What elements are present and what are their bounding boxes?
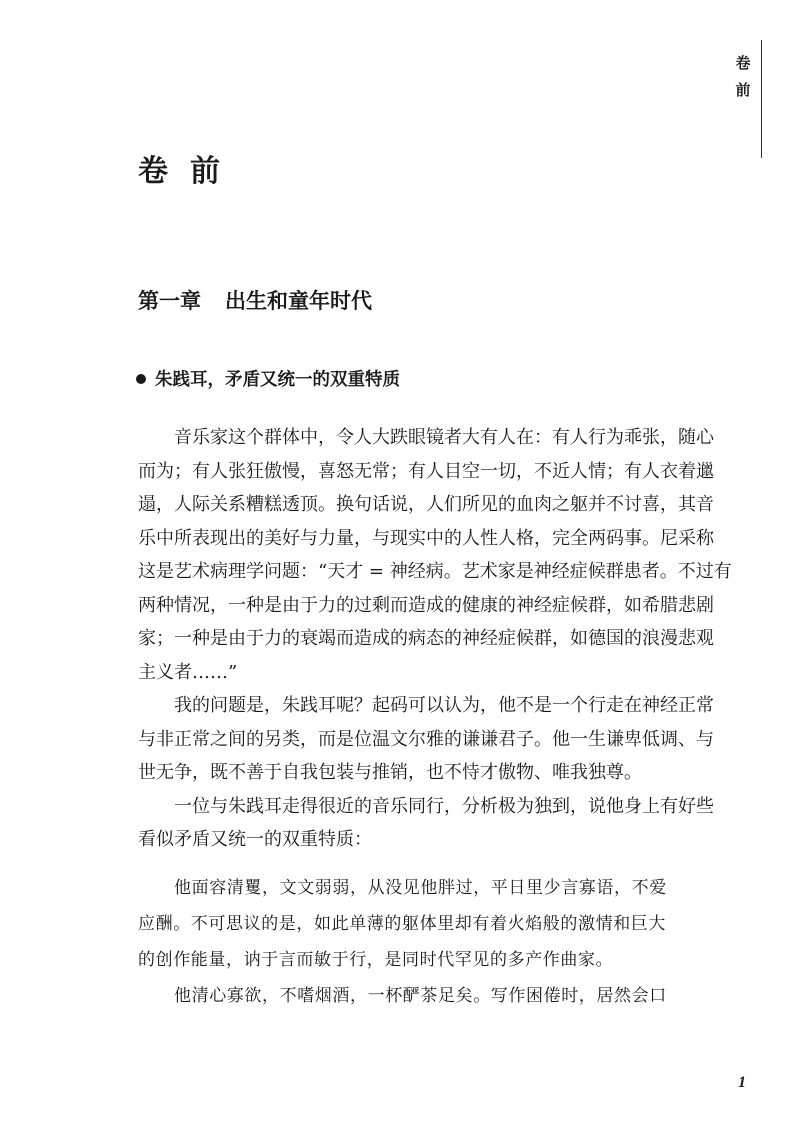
text-line: 而为；有人张狂傲慢，喜怒无常；有人目空一切，不近人情；有人衣着邋: [138, 460, 714, 482]
running-header-char-1: 卷: [735, 54, 751, 72]
text-line: 看似矛盾又统一的双重特质：: [138, 829, 372, 850]
paragraph-2: [138, 689, 718, 790]
quote-line: 他清心寡欲，不嗜烟酒，一杯酽茶足矣。写作困倦时，居然会口: [174, 986, 667, 1006]
paragraph-1: [138, 421, 732, 689]
chapter-heading: [138, 285, 372, 317]
text-line: 这是艺术病理学问题：“天才 = 神经病。艺术家是神经症候群患者。不过有: [138, 561, 732, 582]
text-line: 家；一种是由于力的衰竭而造成的病态的神经症候群，如德国的浪漫悲观: [138, 628, 714, 649]
text-line: 音乐家这个群体中，令人大跌眼镜者大有人在：有人行为乖张，随心: [174, 427, 714, 448]
quote-line: 应酬。不可思议的是，如此单薄的躯体里却有着火焰般的激情和巨大: [138, 914, 666, 934]
text-line: 世无争，既不善于自我包装与推销，也不恃才傲物、唯我独尊。: [138, 762, 642, 783]
body-text: [138, 421, 732, 857]
quote-line: 的创作能量，讷于言而敏于行，是同时代罕见的多产作曲家。: [138, 950, 614, 970]
running-header-char-2: 前: [735, 81, 751, 99]
text-line: 与非正常之间的另类，而是位温文尔雅的谦谦君子。他一生谦卑低调、与: [138, 728, 714, 750]
running-header-rule: [761, 40, 762, 158]
paragraph-3: [138, 790, 718, 857]
part-title: 卷前: [138, 154, 242, 189]
section-title: 朱践耳，矛盾又统一的双重特质: [155, 370, 400, 390]
section-heading: [136, 366, 400, 394]
page-number: 1: [738, 1074, 746, 1091]
quote-line: 他面容清矍，文文弱弱，从没见他胖过，平日里少言寡语，不爱: [174, 878, 667, 898]
text-line: 乐中所表现出的美好与力量，与现实中的人性人格，完全两码事。尼采称: [138, 527, 714, 549]
chapter-number: 第一章: [138, 289, 201, 313]
text-line: 遢，人际关系糟糕透顶。换句话说，人们所见的血肉之躯并不讨喜，其音: [138, 494, 714, 515]
text-line: 一位与朱践耳走得很近的音乐同行，分析极为独到，说他身上有好些: [174, 795, 714, 817]
running-header: [733, 50, 753, 104]
text-line: 两种情况，一种是由于力的过剩而造成的健康的神经症候群，如希腊悲剧: [138, 594, 714, 616]
chapter-title: 出生和童年时代: [225, 289, 372, 313]
block-quote: [138, 870, 718, 1014]
text-line: 主义者……”: [138, 661, 238, 683]
bullet-icon: [136, 374, 146, 384]
text-line: 我的问题是，朱践耳呢？起码可以认为，他不是一个行走在神经正常: [174, 695, 714, 716]
